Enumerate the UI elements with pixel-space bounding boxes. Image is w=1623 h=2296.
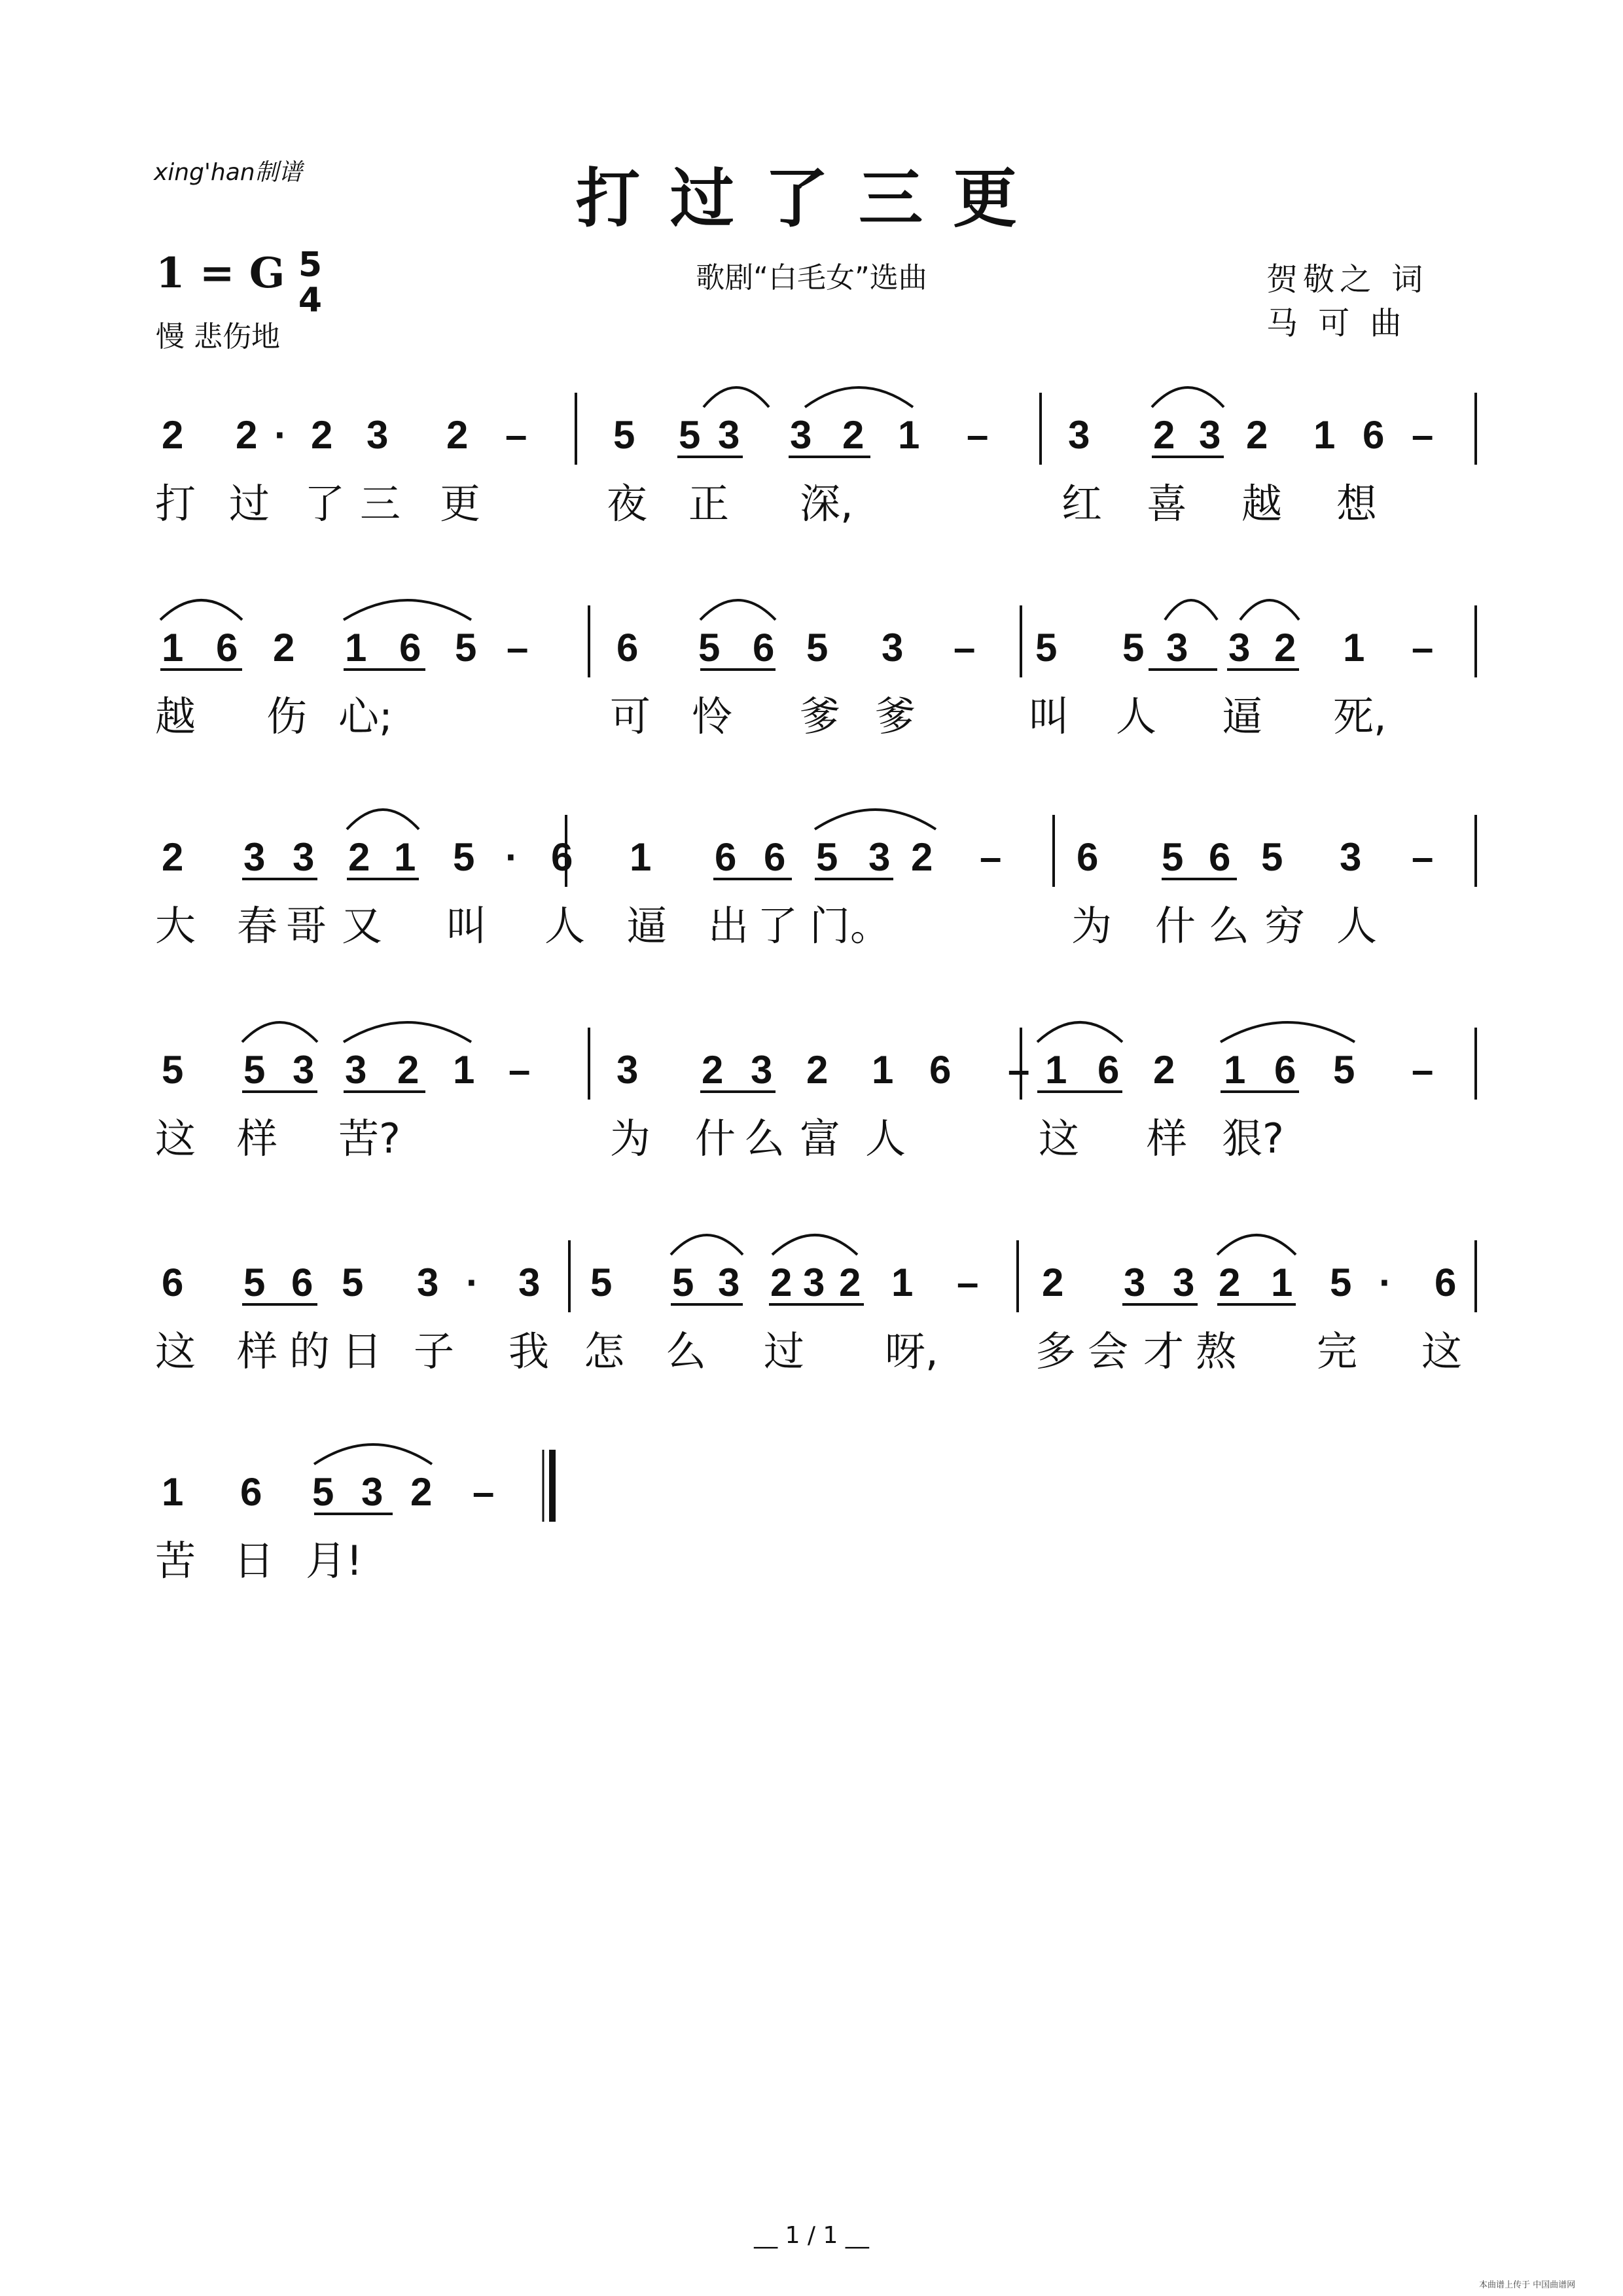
slur xyxy=(704,387,769,407)
note: 6 xyxy=(764,835,786,879)
slur xyxy=(242,1022,317,1042)
time-signature-bottom: 4 xyxy=(298,281,323,320)
note: 6 xyxy=(753,626,775,670)
note: 6 xyxy=(399,626,421,670)
note: 6 xyxy=(1097,1048,1120,1092)
page-number: __ 1 / 1 __ xyxy=(754,2222,869,2249)
note: 5 xyxy=(453,835,475,879)
lyric: 这 xyxy=(155,1115,196,1162)
note: 1 xyxy=(1045,1048,1067,1092)
lyric: 样 xyxy=(1147,1115,1188,1162)
note: 2 xyxy=(162,413,184,457)
note: 2 xyxy=(1153,413,1175,457)
lyric: 春 xyxy=(237,902,278,950)
lyric: 夜 xyxy=(607,480,648,528)
note: 5 xyxy=(455,626,477,670)
page-number-text: 1 / 1 xyxy=(785,2222,838,2249)
lyric: 又 xyxy=(342,902,383,950)
lyric: 人 xyxy=(865,1115,906,1162)
note: 1 xyxy=(1313,413,1336,457)
lyric: 叫 xyxy=(446,902,488,950)
note: 2 xyxy=(806,1048,829,1092)
note: 5 xyxy=(243,1048,266,1092)
lyric: 我 xyxy=(508,1327,550,1375)
note: 3 xyxy=(1166,626,1188,670)
lyric: 更 xyxy=(440,480,481,528)
note: – xyxy=(954,626,976,670)
lyric: 了 xyxy=(757,902,798,950)
note: 2 xyxy=(311,413,333,457)
note: – xyxy=(505,413,527,457)
key-signature: 1 = G xyxy=(156,249,285,298)
lyric: 深, xyxy=(800,480,853,528)
note: 3 xyxy=(616,1048,639,1092)
note: 2 xyxy=(842,413,865,457)
note: 5 xyxy=(342,1261,364,1304)
slur xyxy=(314,1444,432,1464)
slur xyxy=(1165,600,1217,620)
note: 1 xyxy=(891,1261,914,1304)
note: 2 xyxy=(1274,626,1296,670)
lyric: 越 xyxy=(1241,480,1283,528)
note: 1 xyxy=(394,835,416,879)
lyric: 富 xyxy=(800,1115,841,1162)
lyric: 完 xyxy=(1317,1327,1358,1375)
lyric: 什 xyxy=(695,1115,736,1162)
lyric: 出 xyxy=(708,902,749,950)
note: – xyxy=(508,1048,531,1092)
lyric: 样 xyxy=(237,1115,278,1162)
note: 6 xyxy=(1209,835,1231,879)
lyric: 打 xyxy=(155,480,196,528)
subtitle: 歌剧“白毛女”选曲 xyxy=(696,261,927,295)
note: 3 xyxy=(1124,1261,1146,1304)
note: · xyxy=(466,1261,479,1304)
note: 2 xyxy=(273,626,295,670)
note: 3 xyxy=(790,413,812,457)
lyric: 多 xyxy=(1035,1327,1077,1375)
lyric: 狠? xyxy=(1222,1115,1284,1162)
lyric: 日 xyxy=(342,1327,383,1375)
note: 5 xyxy=(1330,1261,1352,1304)
note: 5 xyxy=(672,1261,694,1304)
lyric: 月! xyxy=(306,1537,363,1585)
note: 2 xyxy=(1042,1261,1064,1304)
note: 3 xyxy=(293,1048,315,1092)
note: 6 xyxy=(616,626,639,670)
slur xyxy=(1037,1022,1122,1042)
lyric: 心; xyxy=(338,692,393,740)
note: 6 xyxy=(551,835,573,879)
note: 5 xyxy=(806,626,829,670)
lyric: 哥 xyxy=(286,902,327,950)
note: 2 xyxy=(446,413,469,457)
note: 1 xyxy=(162,1470,184,1514)
note: 3 xyxy=(518,1261,541,1304)
note: 2 xyxy=(410,1470,433,1514)
note: 3 xyxy=(718,413,740,457)
lyric: 么 xyxy=(744,1115,785,1162)
note: 1 xyxy=(1224,1048,1246,1092)
lyric: 会 xyxy=(1088,1327,1129,1375)
note: 5 xyxy=(1162,835,1184,879)
slur xyxy=(1221,1022,1355,1042)
note: 6 xyxy=(1363,413,1385,457)
note: · xyxy=(274,413,287,457)
note: 6 xyxy=(929,1048,952,1092)
composer-credit: 马 可 曲 xyxy=(1266,305,1407,342)
slur xyxy=(347,810,419,829)
lyric: 三 xyxy=(360,480,401,528)
note: 5 xyxy=(1333,1048,1355,1092)
note: 2 xyxy=(1246,413,1268,457)
note: 3 xyxy=(803,1261,825,1304)
note: 2 xyxy=(1153,1048,1175,1092)
slur xyxy=(160,600,242,620)
lyric: 红 xyxy=(1061,480,1103,528)
note: 2 xyxy=(702,1048,724,1092)
note: – xyxy=(1412,1048,1434,1092)
note: 2 xyxy=(1219,1261,1241,1304)
note: 6 xyxy=(216,626,238,670)
lyric: 过 xyxy=(229,480,270,528)
note: 3 xyxy=(1173,1261,1195,1304)
note: 1 xyxy=(453,1048,475,1092)
note: – xyxy=(967,413,989,457)
lyric: 伤 xyxy=(266,692,308,740)
note: 5 xyxy=(162,1048,184,1092)
note: – xyxy=(1412,413,1434,457)
note: 5 xyxy=(1122,626,1145,670)
slur xyxy=(815,810,936,829)
note: 5 xyxy=(679,413,701,457)
slur xyxy=(671,1235,743,1255)
lyric: 爹 xyxy=(800,692,841,740)
note: 3 xyxy=(1068,413,1090,457)
lyric: 门。 xyxy=(810,902,891,950)
lyric: 这 xyxy=(1039,1115,1080,1162)
lyric: 了 xyxy=(304,480,346,528)
note: 1 xyxy=(345,626,367,670)
note: 6 xyxy=(1274,1048,1296,1092)
note: 3 xyxy=(1199,413,1221,457)
slur xyxy=(344,600,471,620)
note: – xyxy=(1412,835,1434,879)
lyric: 叫 xyxy=(1029,692,1070,740)
note: 3 xyxy=(882,626,904,670)
page-title: 打过了三更 xyxy=(575,161,1047,236)
note: 1 xyxy=(1271,1261,1293,1304)
lyric: 苦? xyxy=(338,1115,401,1162)
note: 1 xyxy=(630,835,652,879)
note: 3 xyxy=(718,1261,740,1304)
note: 6 xyxy=(162,1261,184,1304)
time-signature-top: 5 xyxy=(298,245,323,285)
note: 2 xyxy=(162,835,184,879)
lyric: 死, xyxy=(1333,692,1387,740)
lyric: 爹 xyxy=(875,692,916,740)
note: 5 xyxy=(1035,626,1058,670)
slur xyxy=(344,1022,471,1042)
arranger-credit: xing'han制谱 xyxy=(154,159,302,186)
lyric: 喜 xyxy=(1147,480,1188,528)
note: 6 xyxy=(1077,835,1099,879)
note: 3 xyxy=(243,835,266,879)
lyric: 人 xyxy=(1336,902,1378,950)
lyric: 的 xyxy=(289,1327,330,1375)
note: 5 xyxy=(1261,835,1283,879)
lyric: 过 xyxy=(764,1327,805,1375)
lyric: 穷 xyxy=(1264,902,1306,950)
lyric: 想 xyxy=(1336,480,1378,528)
note: 3 xyxy=(293,835,315,879)
lyric: 逼 xyxy=(626,902,668,950)
note: 2 xyxy=(236,413,258,457)
lyric: 正 xyxy=(688,480,730,528)
lyric: 熬 xyxy=(1196,1327,1237,1375)
lyric: 大 xyxy=(155,902,196,950)
lyric: 呀, xyxy=(885,1327,938,1375)
note: 5 xyxy=(243,1261,266,1304)
note: 1 xyxy=(1343,626,1365,670)
note: 1 xyxy=(162,626,184,670)
note: 6 xyxy=(1435,1261,1457,1304)
note: 3 xyxy=(1228,626,1251,670)
note: 3 xyxy=(868,835,891,879)
lyric: 怜 xyxy=(692,692,733,740)
slur xyxy=(1240,600,1299,620)
lyric: 为 xyxy=(610,1115,651,1162)
note: 5 xyxy=(816,835,838,879)
lyric: 为 xyxy=(1071,902,1113,950)
lyric: 么 xyxy=(666,1327,707,1375)
note: 1 xyxy=(898,413,920,457)
note: 3 xyxy=(366,413,389,457)
note: – xyxy=(1008,1048,1030,1092)
lyric: 人 xyxy=(1116,692,1157,740)
lyricist-credit: 贺敬之 词 xyxy=(1266,261,1429,298)
lyric: 这 xyxy=(1421,1327,1463,1375)
note: 5 xyxy=(613,413,635,457)
lyric: 人 xyxy=(544,902,586,950)
note: 5 xyxy=(698,626,721,670)
note: 2 xyxy=(397,1048,419,1092)
note: 2 xyxy=(911,835,933,879)
lyric: 可 xyxy=(610,692,651,740)
note: – xyxy=(1412,626,1434,670)
note: 5 xyxy=(590,1261,613,1304)
note: – xyxy=(507,626,529,670)
lyric: 么 xyxy=(1209,902,1250,950)
lyric: 日 xyxy=(234,1537,275,1585)
note: 6 xyxy=(715,835,737,879)
lyric: 才 xyxy=(1143,1327,1185,1375)
note: · xyxy=(505,835,518,879)
slur xyxy=(772,1235,857,1255)
note: 3 xyxy=(417,1261,439,1304)
note: 3 xyxy=(751,1048,773,1092)
lyric: 苦 xyxy=(155,1537,196,1585)
lyric: 样 xyxy=(237,1327,278,1375)
note: 3 xyxy=(345,1048,367,1092)
note: 2 xyxy=(839,1261,861,1304)
note: 1 xyxy=(872,1048,894,1092)
lyric: 这 xyxy=(155,1327,196,1375)
note: 5 xyxy=(312,1470,334,1514)
slur xyxy=(805,387,913,407)
lyric: 怎 xyxy=(584,1327,625,1375)
note: 6 xyxy=(240,1470,262,1514)
note: 3 xyxy=(361,1470,383,1514)
slur xyxy=(1152,387,1224,407)
slur xyxy=(1217,1235,1296,1255)
slur xyxy=(700,600,776,620)
note: 2 xyxy=(348,835,370,879)
lyric: 越 xyxy=(155,692,196,740)
lyric: 子 xyxy=(414,1327,455,1375)
lyric: 逼 xyxy=(1222,692,1263,740)
lyric: 什 xyxy=(1155,902,1196,950)
note: 2 xyxy=(770,1261,793,1304)
note: – xyxy=(473,1470,495,1514)
note: – xyxy=(980,835,1002,879)
footer-watermark: 本曲谱上传于 中国曲谱网 xyxy=(1479,2280,1576,2290)
note: 3 xyxy=(1340,835,1362,879)
note: – xyxy=(957,1261,979,1304)
tempo-marking: 慢 悲伤地 xyxy=(156,320,280,353)
note: 6 xyxy=(291,1261,313,1304)
note: · xyxy=(1379,1261,1392,1304)
